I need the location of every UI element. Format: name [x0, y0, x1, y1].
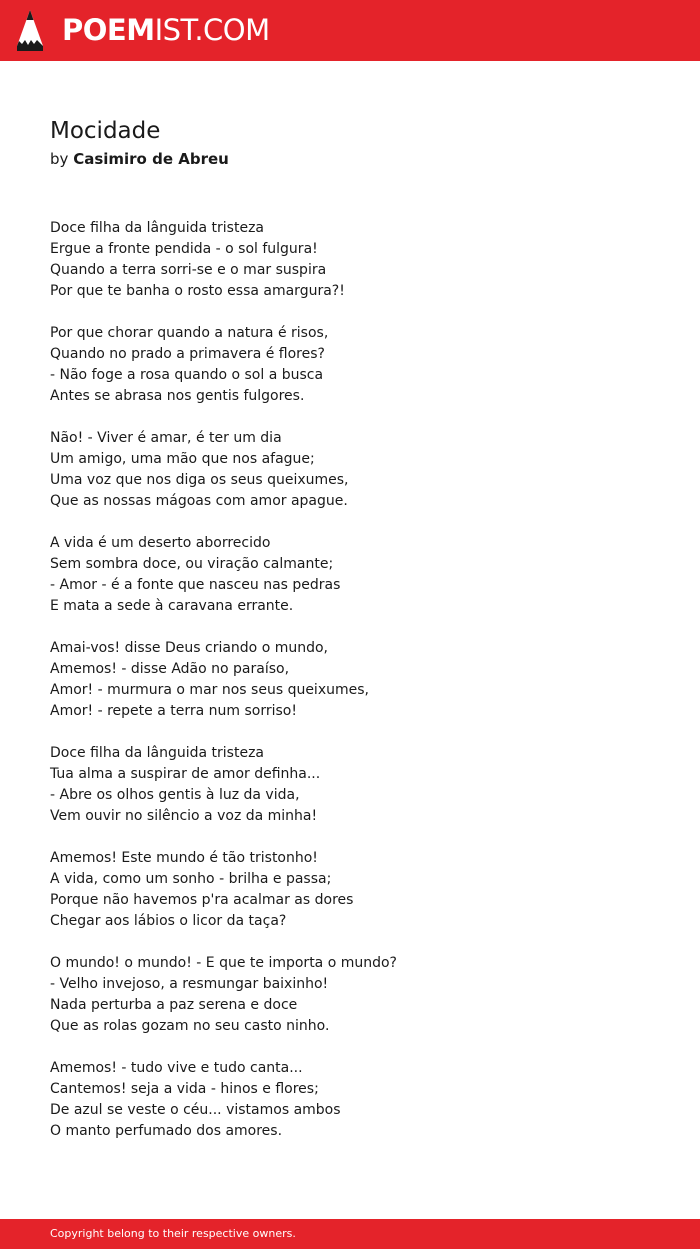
- poem-line: Antes se abrasa nos gentis fulgores.: [50, 388, 305, 404]
- poem-line: Que as nossas mágoas com amor apague.: [50, 493, 348, 509]
- poem-line: Amor! - murmura o mar nos seus queixumes,: [50, 682, 369, 698]
- poem-line: A vida é um deserto aborrecido: [50, 535, 271, 551]
- poem-line: Cantemos! seja a vida - hinos e flores;: [50, 1081, 319, 1097]
- poem-line: Chegar aos lábios o licor da taça?: [50, 913, 287, 929]
- stanza: [50, 428, 650, 512]
- poem-line: Amemos! - disse Adão no paraíso,: [50, 661, 290, 677]
- byline: [50, 149, 229, 169]
- poem-line: Nada perturba a paz serena e doce: [50, 997, 298, 1013]
- poem-line: - Amor - é a fonte que nasceu nas pedras: [50, 577, 341, 593]
- pencil-tip-icon[interactable]: [17, 10, 43, 51]
- stanza: [50, 953, 650, 1037]
- stanza: [50, 743, 650, 827]
- poem-line: Que as rolas gozam no seu casto ninho.: [50, 1018, 330, 1034]
- stanza: [50, 638, 650, 722]
- poem-line: Sem sombra doce, ou viração calmante;: [50, 556, 334, 572]
- brand-bold: POEM: [62, 13, 155, 47]
- brand-light: IST.COM: [154, 13, 270, 47]
- copyright-text: Copyright belong to their respective owners.: [50, 1227, 296, 1240]
- stanza: [50, 323, 650, 407]
- poem-line: Amemos! Este mundo é tão tristonho!: [50, 850, 318, 866]
- stanza: [50, 218, 650, 302]
- poem-line: Porque não havemos p'ra acalmar as dores: [50, 892, 354, 908]
- stanza: [50, 848, 650, 932]
- poem-line: Quando no prado a primavera é flores?: [50, 346, 325, 362]
- poem-body: [50, 218, 650, 1163]
- poem-line: Um amigo, uma mão que nos afague;: [50, 451, 315, 467]
- by-label: by: [50, 150, 69, 168]
- stanza: [50, 1058, 650, 1142]
- author-name: Casimiro de Abreu: [73, 150, 229, 168]
- poem-line: Vem ouvir no silêncio a voz da minha!: [50, 808, 318, 824]
- poem-line: Quando a terra sorri-se e o mar suspira: [50, 262, 327, 278]
- poem-line: Por que chorar quando a natura é risos,: [50, 325, 329, 341]
- poem-line: Tua alma a suspirar de amor definha...: [50, 766, 321, 782]
- poem-line: - Velho invejoso, a resmungar baixinho!: [50, 976, 329, 992]
- site-footer: [0, 1219, 700, 1249]
- site-logo[interactable]: [62, 13, 270, 47]
- poem-title: Mocidade: [50, 118, 161, 144]
- poem-line: Uma voz que nos diga os seus queixumes,: [50, 472, 349, 488]
- poem-line: Não! - Viver é amar, é ter um dia: [50, 430, 282, 446]
- poem-line: Doce filha da lânguida tristeza: [50, 745, 264, 761]
- poem-line: Amor! - repete a terra num sorriso!: [50, 703, 297, 719]
- poem-line: Amai-vos! disse Deus criando o mundo,: [50, 640, 329, 656]
- poem-line: E mata a sede à caravana errante.: [50, 598, 294, 614]
- poem-line: A vida, como um sonho - brilha e passa;: [50, 871, 332, 887]
- poem-line: O mundo! o mundo! - E que te importa o mundo?: [50, 955, 397, 971]
- stanza: [50, 533, 650, 617]
- poem-line: De azul se veste o céu... vistamos ambos: [50, 1102, 341, 1118]
- site-header: [0, 0, 700, 61]
- poem-line: - Não foge a rosa quando o sol a busca: [50, 367, 324, 383]
- poem-line: O manto perfumado dos amores.: [50, 1123, 283, 1139]
- poem-line: - Abre os olhos gentis à luz da vida,: [50, 787, 300, 803]
- poem-line: Amemos! - tudo vive e tudo canta...: [50, 1060, 303, 1076]
- poem-line: Ergue a fronte pendida - o sol fulgura!: [50, 241, 318, 257]
- poem-line: Doce filha da lânguida tristeza: [50, 220, 264, 236]
- poem-line: Por que te banha o rosto essa amargura?!: [50, 283, 345, 299]
